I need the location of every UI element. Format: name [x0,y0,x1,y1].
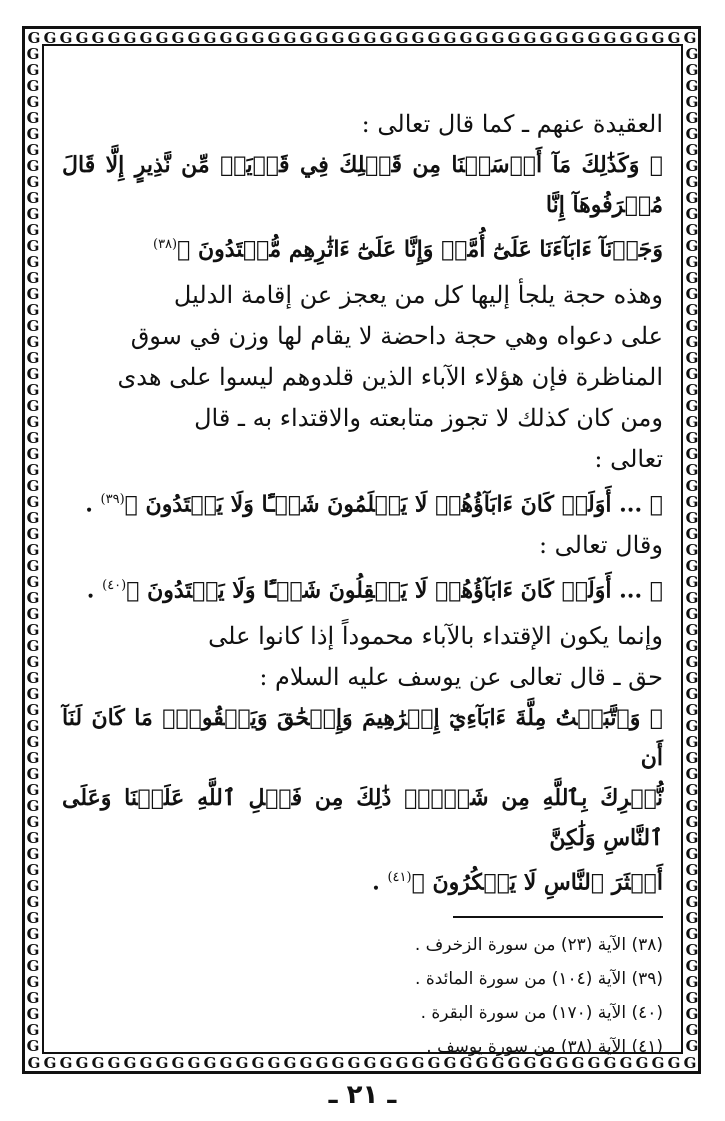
ornament-motif: G [26,685,40,703]
ornament-motif: G [26,781,40,799]
ornament-motif: G [685,125,699,143]
text-line: العقيدة عنهم ـ كما قال تعالى : [361,110,663,138]
ornament-motif: G [26,205,40,223]
text-line: تعالى : [594,445,663,474]
ornament-motif: G [27,1055,41,1071]
ornament-motif: G [315,1055,329,1071]
ornament-motif: G [619,30,633,46]
ornament-motif: G [685,589,699,607]
ornament-motif: G [26,957,40,975]
verse-text: وَكَذَٰلِكَ مَآ أَرۡسَلۡنَا مِن قَبۡلِكَ فِي قَرۡيَةٖ مِّن نَّذِيرٍ إِلَّا قَالَ مُتۡرَفُوهَآ إِنَّا [62,152,663,218]
ornament-motif: G [685,381,699,399]
ornament-motif: G [26,381,40,399]
ornament-motif: G [26,397,40,415]
ornament-motif: G [123,30,137,46]
ornament-motif: G [347,30,361,46]
verse-text: وَجَدۡنَآ ءَابَآءَنَا عَلَىٰٓ أُمَّةٖ وَإِنَّا عَلَىٰٓ ءَاثَٰرِهِم مُّقۡتَدُونَ [198,236,663,263]
quran-verse [62,480,663,524]
ornament-motif: G [603,1055,617,1071]
ornament-motif: G [523,30,537,46]
ornament-motif: G [685,173,699,191]
ornament-motif: G [395,30,409,46]
ornament-motif: G [685,909,699,927]
ornament-motif: G [571,1055,585,1071]
ornament-motif: G [26,525,40,543]
verse-text: نُّشۡرِكَ بِٱللَّهِ مِن شَيۡءٖۚ ذَٰلِكَ مِن فَضۡلِ ٱللَّهِ عَلَيۡنَا وَعَلَى ٱلنَّاسِ وَلَٰكِنَّ [62,784,663,851]
ornament-motif: G [26,797,40,815]
ornament-motif: G [267,30,281,46]
ornament-motif: G [685,685,699,703]
ornament-motif: G [685,317,699,335]
ornament-border-right [684,46,700,1055]
ornament-motif: G [685,701,699,719]
verse-open-bracket: ﴿ [649,704,663,731]
ornament-motif: G [26,445,40,463]
ornament-motif: G [685,781,699,799]
ornament-motif: G [587,1055,601,1071]
ornament-motif: G [26,477,40,495]
ornament-motif: G [26,973,40,991]
ornament-motif: G [26,93,40,111]
ornament-motif: G [379,30,393,46]
ornament-motif: G [685,189,699,207]
text-line: المناظرة فإن هؤلاء الآباء الذين قلدوهم ليسوا على هدى [117,363,663,392]
ornament-motif: G [26,269,40,287]
ornament-motif: G [347,1055,361,1071]
verse-open-bracket: ﴿ [649,491,663,518]
ornament-motif: G [26,1005,40,1023]
ornament-motif: G [26,589,40,607]
ornament-motif: G [603,30,617,46]
ornament-motif: G [155,1055,169,1071]
ornament-motif: G [685,445,699,463]
ornament-motif: G [26,605,40,623]
ornament-motif: G [685,397,699,415]
text-line: وإنما يكون الإقتداء بالآباء محموداً إذا كانوا على [208,621,663,650]
quran-verse [62,225,663,269]
ornament-motif: G [685,973,699,991]
verse-open-bracket: ﴿ [649,152,663,178]
ornament-motif: G [26,365,40,383]
text-line: وهذه حجة يلجأ إليها كل من يعجز عن إقامة الدليل [173,281,663,310]
ornament-motif: G [427,1055,441,1071]
ornament-motif: G [685,141,699,159]
ornament-motif: G [651,1055,665,1071]
ornament-motif: G [26,301,40,319]
ornament-motif: G [685,46,699,63]
ornament-motif: G [685,365,699,383]
ornament-motif: G [475,30,489,46]
ornament-border-top [25,30,698,46]
ornament-motif: G [26,46,40,63]
ornament-motif: G [26,669,40,687]
ornament-motif: G [685,493,699,511]
ornament-motif: G [26,493,40,511]
footnote-ref: (٣٩) [100,492,125,508]
ornament-motif: G [427,30,441,46]
ornament-motif: G [685,813,699,831]
page-body [62,104,663,1058]
ornament-motif: G [139,1055,153,1071]
ornament-motif: G [683,30,697,46]
ornament-motif: G [26,893,40,911]
ornament-motif: G [26,861,40,879]
ornament-motif: G [26,349,40,367]
ornament-motif: G [26,845,40,863]
page-number: ـ ٢١ ـ [328,1080,397,1110]
ornament-motif: G [26,141,40,159]
ornament-motif: G [635,1055,649,1071]
verse-period: . [85,491,93,518]
ornament-motif: G [26,733,40,751]
verse-period: . [86,576,95,603]
ornament-motif: G [26,509,40,527]
quran-verse [62,566,663,610]
ornament-motif: G [459,1055,473,1071]
ornament-motif: G [685,333,699,351]
ornament-motif: G [26,221,40,239]
ornament-motif: G [299,30,313,46]
ornament-motif: G [155,30,169,46]
ornament-motif: G [539,30,553,46]
ornament-motif: G [26,1037,40,1055]
ornament-motif: G [26,1021,40,1039]
ornament-border-left [25,46,41,1055]
ornament-motif: G [26,621,40,639]
ornament-motif: G [26,829,40,847]
ornament-motif: G [683,1055,697,1071]
ornament-motif: G [523,1055,537,1071]
ornament-motif: G [507,30,521,46]
ornament-motif: G [43,30,57,46]
ornament-motif: G [26,765,40,783]
verse-text: وَٱتَّبَعۡتُ مِلَّةَ ءَابَآءِيٓ إِبۡرَٰهِيمَ وَإِسۡحَٰقَ وَيَعۡقُوبَۚ مَا كَانَ لَنَآ أَن [62,704,663,771]
ornament-motif: G [26,237,40,255]
ornament-motif: G [235,30,249,46]
ornament-motif: G [26,157,40,175]
ornament-motif: G [571,30,585,46]
verse-close-bracket: ﴾ [177,236,191,263]
ornament-motif: G [685,477,699,495]
ornament-motif: G [651,30,665,46]
ornament-motif: G [685,269,699,287]
ornament-motif: G [685,1021,699,1039]
ornament-motif: G [26,941,40,959]
ornament-motif: G [685,221,699,239]
verse-period: . [372,869,380,896]
ornament-motif: G [685,829,699,847]
ornament-motif: G [26,701,40,719]
ornament-motif: G [685,1005,699,1023]
ornament-motif: G [685,413,699,431]
ornament-motif: G [685,749,699,767]
ornament-motif: G [685,541,699,559]
ornament-motif: G [685,861,699,879]
ornament-motif: G [26,557,40,575]
ornament-motif: G [26,77,40,95]
ornament-motif: G [26,333,40,351]
ornament-motif: G [251,30,265,46]
ornament-motif: G [187,1055,201,1071]
text-line: على دعواه وهي حجة داحضة لا يقام لها وزن في سوق [130,322,663,351]
ornament-motif: G [26,909,40,927]
ornament-motif: G [43,1055,57,1071]
ornament-motif: G [26,317,40,335]
ornament-motif: G [75,30,89,46]
ornament-motif: G [685,845,699,863]
ornament-motif: G [685,205,699,223]
ornament-motif: G [91,30,105,46]
ornament-motif: G [26,461,40,479]
ornament-motif: G [26,877,40,895]
ornament-motif: G [315,30,329,46]
ornament-motif: G [26,573,40,591]
text-line: حق ـ قال تعالى عن يوسف عليه السلام : [259,662,663,691]
ornament-motif: G [26,173,40,191]
ornament-motif: G [685,557,699,575]
ornament-motif: G [26,125,40,143]
text-line: وقال تعالى : [538,530,663,559]
ornament-motif: G [395,1055,409,1071]
quran-verse [62,778,663,858]
quran-verse [62,698,663,778]
footnote-separator [453,916,663,918]
ornament-motif: G [171,30,185,46]
ornament-motif: G [331,1055,345,1071]
ornament-motif: G [507,1055,521,1071]
ornament-motif: G [26,653,40,671]
ornament-motif: G [619,1055,633,1071]
ornament-motif: G [685,669,699,687]
ornament-motif: G [685,525,699,543]
ornament-motif: G [26,925,40,943]
footnote-ref: (٤١) [387,869,412,885]
ornament-motif: G [75,1055,89,1071]
ornament-motif: G [491,1055,505,1071]
footnote: (٣٨) الآية (٢٣) من سورة الزخرف . [414,935,663,956]
ornament-motif: G [26,285,40,303]
verse-close-bracket: ﴾ [124,491,138,518]
ornament-motif: G [235,1055,249,1071]
ornament-motif: G [267,1055,281,1071]
ornament-motif: G [363,1055,377,1071]
ornament-motif: G [331,30,345,46]
ornament-motif: G [685,941,699,959]
text-line: ومن كان كذلك لا تجوز متابعته والاقتداء به ـ قال [194,404,663,433]
ornament-motif: G [685,893,699,911]
footnote: (٣٩) الآية (١٠٤) من سورة المائدة . [415,969,663,990]
ornament-motif: G [491,30,505,46]
ornament-motif: G [26,749,40,767]
ornament-motif: G [685,653,699,671]
ornament-motif: G [123,1055,137,1071]
footnote: (٤١) الآية (٣٨) من سورة يوسف . [426,1037,663,1058]
ornament-motif: G [26,189,40,207]
ornament-motif: G [685,621,699,639]
ornament-motif: G [685,573,699,591]
ornament-motif: G [685,61,699,79]
verse-text: ... أَوَلَوۡ كَانَ ءَابَآؤُهُمۡ لَا يَعۡقِلُونَ شَيۡـًٔا وَلَا يَهۡتَدُونَ [147,576,643,603]
ornament-motif: G [219,1055,233,1071]
ornament-motif: G [203,30,217,46]
ornament-motif: G [59,30,73,46]
ornament-motif: G [685,989,699,1007]
ornament-motif: G [685,429,699,447]
ornament-motif: G [27,30,41,46]
ornament-motif: G [26,717,40,735]
ornament-motif: G [26,989,40,1007]
quran-verse [62,145,663,225]
verse-close-bracket: ﴾ [411,869,425,896]
ornament-motif: G [685,765,699,783]
ornament-motif: G [459,30,473,46]
ornament-motif: G [685,925,699,943]
ornament-motif: G [26,109,40,127]
ornament-motif: G [443,30,457,46]
ornament-motif: G [685,733,699,751]
ornament-motif: G [26,637,40,655]
ornament-motif: G [685,461,699,479]
ornament-motif: G [26,413,40,431]
verse-text: أَكۡثَرَ ٱلنَّاسِ لَا يَشۡكُرُونَ [432,869,663,896]
ornament-motif: G [555,30,569,46]
quran-verse [62,858,663,902]
ornament-motif: G [251,1055,265,1071]
ornament-motif: G [685,957,699,975]
ornament-motif: G [283,30,297,46]
ornament-motif: G [219,30,233,46]
ornament-motif: G [555,1055,569,1071]
ornament-motif: G [685,509,699,527]
ornament-motif: G [685,253,699,271]
verse-close-bracket: ﴾ [126,576,140,603]
footnote: (٤٠) الآية (١٧٠) من سورة البقرة . [420,1003,663,1024]
ornament-motif: G [107,1055,121,1071]
footnote-ref: (٣٨) [153,237,178,252]
ornament-motif: G [59,1055,73,1071]
verse-text: ... أَوَلَوۡ كَانَ ءَابَآؤُهُمۡ لَا يَعۡلَمُونَ شَيۡـًٔا وَلَا يَهۡتَدُونَ [145,491,643,518]
ornament-motif: G [187,30,201,46]
ornament-motif: G [667,1055,681,1071]
ornament-motif: G [26,541,40,559]
ornament-motif: G [685,301,699,319]
ornament-motif: G [685,77,699,95]
ornament-motif: G [685,349,699,367]
ornament-motif: G [475,1055,489,1071]
ornament-motif: G [667,30,681,46]
ornament-motif: G [685,877,699,895]
ornament-motif: G [379,1055,393,1071]
ornament-motif: G [685,157,699,175]
ornament-motif: G [171,1055,185,1071]
ornament-motif: G [283,1055,297,1071]
ornament-motif: G [539,1055,553,1071]
ornament-motif: G [685,717,699,735]
ornament-motif: G [587,30,601,46]
footnote-ref: (٤٠) [102,577,127,593]
ornament-motif: G [363,30,377,46]
ornament-motif: G [299,1055,313,1071]
ornament-motif: G [685,285,699,303]
ornament-motif: G [685,109,699,127]
ornament-motif: G [685,1037,699,1055]
ornament-motif: G [685,637,699,655]
ornament-motif: G [685,605,699,623]
ornament-motif: G [203,1055,217,1071]
ornament-motif: G [26,253,40,271]
ornament-motif: G [107,30,121,46]
ornament-motif: G [411,30,425,46]
ornament-motif: G [635,30,649,46]
ornament-motif: G [685,93,699,111]
ornament-motif: G [139,30,153,46]
verse-open-bracket: ﴿ [649,576,663,603]
ornament-motif: G [26,429,40,447]
ornament-motif: G [26,61,40,79]
ornament-motif: G [411,1055,425,1071]
ornament-motif: G [26,813,40,831]
ornament-motif: G [91,1055,105,1071]
ornament-motif: G [443,1055,457,1071]
ornament-motif: G [685,237,699,255]
ornament-motif: G [685,797,699,815]
